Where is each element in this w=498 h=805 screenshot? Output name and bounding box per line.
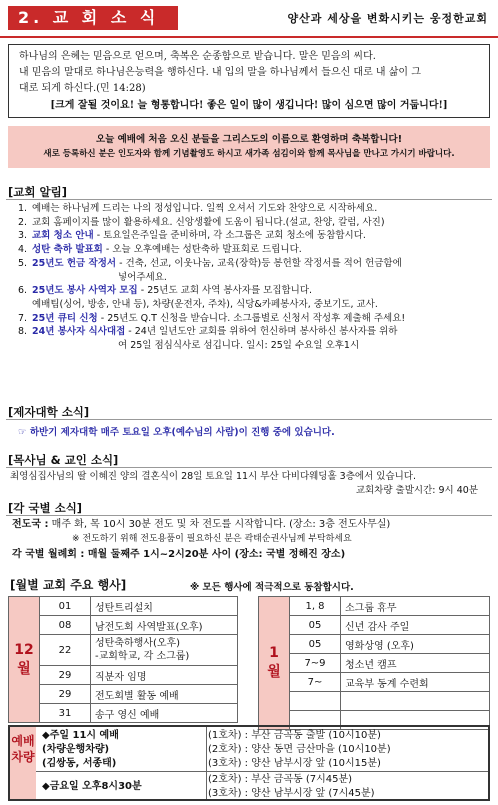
item-number: 6. <box>18 285 28 297</box>
day-cell: 22 <box>40 635 91 666</box>
item-number: 1. <box>18 203 28 214</box>
welcome-line-1: 오늘 예배에 처음 오신 분들을 그리스도의 이름으로 환영하며 축복합니다! <box>95 134 403 145</box>
table-row <box>9 685 238 704</box>
list-item <box>18 229 488 243</box>
route-item: (2호차) : 부산 금곡동 (7시45분) <box>208 774 353 785</box>
table-row <box>9 666 238 685</box>
table-row <box>259 616 490 635</box>
list-item <box>18 284 488 311</box>
list-item <box>18 312 488 326</box>
day-cell: 29 <box>40 685 91 704</box>
month-label: 1월 <box>259 597 290 730</box>
event-cell: 영화상영 (오후) <box>341 635 490 654</box>
list-item <box>18 202 488 216</box>
mission-prayer: 각 국별 월례회 : 매월 둘째주 1시~2시20분 사이 (장소: 국별 정해진 장소) <box>12 549 346 560</box>
divider <box>206 727 207 799</box>
item-text: - 25년도 Q.T 신청을 받습니다. 소그룹별로 신청서 작성후 제출해 주세요! <box>97 312 406 324</box>
item-continuation: 예배팀(싱어, 방송, 안내 등), 차량(운전자, 주차), 식당&카페봉사자, 중보기도, 교사. <box>32 298 378 310</box>
item-text: - 오늘 오후예배는 성탄축하 발표회로 드립니다. <box>102 244 302 256</box>
section-title: 2. 교 회 소 식 <box>8 6 178 30</box>
item-number: 8. <box>18 326 28 338</box>
item-number: 3. <box>18 230 28 242</box>
sunday-title: ◆주일 11시 예배 <box>42 730 119 741</box>
welcome-banner <box>8 126 490 168</box>
wedding-heading: [목사님 & 교인 소식] <box>8 453 119 467</box>
verse-line-3: 대로 되게 하신다.(민 14:28) <box>19 83 146 94</box>
welcome-line-2: 새로 등록하신 분은 인도자와 함께 기념촬영도 하시고 새가족 섬김이와 함께 목사님을 만나고 가시기 바랍니다. <box>43 149 455 159</box>
sunday-subtitle-2: (김쌍동, 서종태) <box>42 758 117 769</box>
mission-text: 매주 화, 목 10시 30분 전도 및 차 전도를 시작합니다. (장소: 3층 전도사무실) <box>51 519 391 530</box>
event-cell: 교육부 동계 수련회 <box>341 673 490 692</box>
wedding-news <box>10 470 490 498</box>
bus-label: 예배차량 <box>10 727 36 799</box>
day-cell: 29 <box>40 666 91 685</box>
event-cell: 남전도회 사역발표(오후) <box>91 616 238 635</box>
month-label: 12월 <box>9 597 40 723</box>
item-number: 4. <box>18 244 28 256</box>
day-cell: 05 <box>290 616 341 635</box>
sunday-service <box>42 729 119 771</box>
table-row <box>259 635 490 654</box>
item-text: - 24년 일년도안 교회를 위하여 헌신하며 봉사하신 봉사자를 위하 <box>125 326 398 338</box>
event-cell: 청소년 캠프 <box>341 654 490 673</box>
route-item: (2호차) : 양산 동면 금산마을 (10시10분) <box>208 744 391 755</box>
header <box>0 0 498 38</box>
divider <box>36 771 488 772</box>
schedule-jan-table <box>258 596 490 730</box>
event-cell: 신년 감사 주일 <box>341 616 490 635</box>
day-cell: 1, 8 <box>290 597 341 616</box>
item-number: 5. <box>18 257 28 269</box>
event-cell: 소그룹 휴무 <box>341 597 490 616</box>
item-text: 교회 홈페이지를 많이 활용하세요. 신앙생활에 도움이 됩니다.(설교, 찬양, 칼럼, 사진) <box>32 216 385 228</box>
list-item <box>18 325 488 352</box>
item-highlight: 25년도 봉사 사역자 모집 <box>32 285 138 297</box>
route-item: (3호차) : 양산 남부시장 앞 (10시15분) <box>208 758 381 769</box>
wedding-line-2: 교회차량 출발시간: 9시 40분 <box>355 485 478 496</box>
notices-heading: [교회 알림] <box>8 185 67 199</box>
mission-news <box>12 518 492 562</box>
seminary-text: ☞ 하반기 제자대학 매주 토요일 오후(예수님의 사람)이 진행 중에 있습니다. <box>18 427 335 438</box>
church-slogan: 양산과 세상을 변화시키는 웅정한교회 <box>287 12 488 25</box>
item-number: 2. <box>18 216 28 228</box>
verse-box <box>8 44 490 118</box>
day-cell: 7~ <box>290 673 341 692</box>
item-text: - 건축, 선교, 이웃나눔, 교육(장학)등 봉헌할 작정서를 적어 헌금함에 <box>116 257 402 269</box>
list-item <box>18 216 488 230</box>
day-cell: 7~9 <box>290 654 341 673</box>
item-highlight: 25년 큐티 신청 <box>32 312 98 324</box>
route-item: (1호차) : 부산 금곡동 출발 (10시10분) <box>208 730 381 741</box>
bus-schedule <box>8 725 490 801</box>
event-cell: 송구 영신 예배 <box>91 704 238 723</box>
mission-note: ※ 전도하기 위해 전도용품이 필요하신 분은 곽태순권사님께 부탁하세요 <box>72 534 352 544</box>
divider <box>6 419 492 420</box>
friday-routes <box>208 773 375 801</box>
sunday-routes <box>208 729 391 771</box>
table-row <box>9 704 238 723</box>
day-cell: 05 <box>290 635 341 654</box>
item-text: - 토요일은주일을 준비하며, 각 소그룹은 교회 청소에 동참합시다. <box>93 230 366 242</box>
friday-title: ◆금요일 오후8시30분 <box>42 781 142 792</box>
verse-line-1: 하나님의 은혜는 믿음으로 얻으며, 축복은 순종함으로 받습니다. 말은 믿음의 씨다. <box>19 51 376 62</box>
item-highlight: 교회 청소 안내 <box>32 230 94 242</box>
event-cell: 성탄축하행사(오후) -교회학교, 각 소그룹) <box>91 635 238 666</box>
item-number: 7. <box>18 312 28 324</box>
schedule-note: ※ 모든 행사에 적극적으로 동참합시다. <box>190 582 354 593</box>
verse-line-2: 내 믿음의 말대로 하나님은능력을 행하신다. 내 입의 말을 하나님께서 들으신 대로 내 삶이 그 <box>19 67 421 78</box>
table-row <box>259 597 490 616</box>
item-text: - 25년도 교회 사역 봉사자를 모집합니다. <box>137 285 313 297</box>
table-row <box>9 616 238 635</box>
table-row <box>9 635 238 666</box>
day-cell: 01 <box>40 597 91 616</box>
day-cell: 31 <box>40 704 91 723</box>
item-text: 예배는 하나님께 드리는 나의 정성입니다. 일찍 오셔서 기도와 찬양으로 시작하세요. <box>32 203 378 214</box>
mission-heading: [각 국별 소식] <box>8 501 83 515</box>
mission-label: 전도국 : <box>12 519 49 530</box>
table-row <box>259 692 490 711</box>
item-highlight: 25년도 헌금 작정서 <box>32 257 117 269</box>
event-cell: 전도회별 활동 예배 <box>91 685 238 704</box>
list-item <box>18 257 488 284</box>
item-continuation: 넣어주세요. <box>118 271 167 283</box>
divider <box>6 199 492 200</box>
route-item: (3호차) : 양산 남부시장 앞 (7시45분) <box>208 788 375 799</box>
day-cell <box>290 692 341 711</box>
event-cell: 직분자 임명 <box>91 666 238 685</box>
divider <box>6 515 492 516</box>
event-cell: 성탄트리설치 <box>91 597 238 616</box>
item-highlight: 24년 봉사자 식사대접 <box>32 326 126 338</box>
schedule-title: [월별 교회 주요 행사] <box>10 578 127 592</box>
table-row <box>259 673 490 692</box>
wedding-line-1: 최영심집사님의 딸 이혜진 양의 결혼식이 28일 토요일 11시 부산 다비다웨딩홀 3층에서 있습니다. <box>10 471 417 482</box>
divider <box>6 467 492 468</box>
item-highlight: 성탄 축하 발표회 <box>32 244 103 256</box>
item-continuation: 여 25일 점심식사로 섬깁니다. 일시: 25일 수요일 오후1시 <box>118 340 360 352</box>
event-cell <box>341 692 490 711</box>
table-row <box>259 654 490 673</box>
sunday-subtitle-1: (차량운행차량) <box>42 744 110 755</box>
verse-callout: [크게 잘될 것이요! 늘 형통합니다! 좋은 일이 많이 생깁니다! 많이 심으면 많이 거둡니다!] <box>50 100 448 111</box>
notices-list <box>18 202 488 353</box>
seminary-heading: [제자대학 소식] <box>8 405 90 419</box>
day-cell: 08 <box>40 616 91 635</box>
list-item <box>18 243 488 257</box>
table-row <box>9 597 238 616</box>
schedule-dec-table <box>8 596 238 723</box>
